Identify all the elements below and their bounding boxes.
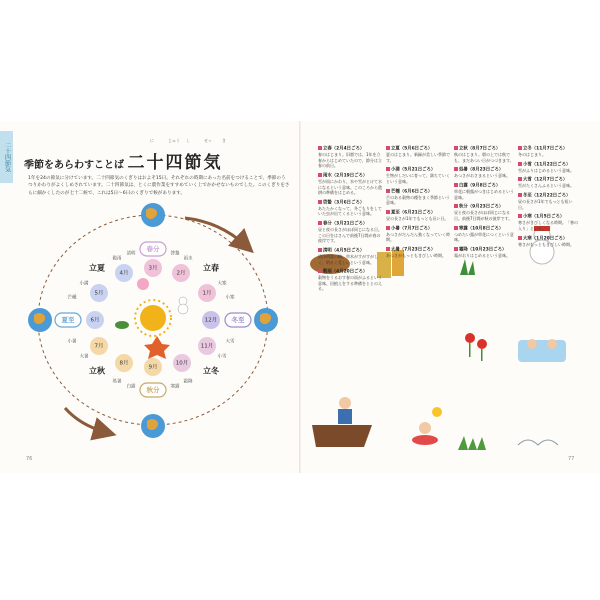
term-title: 霜降（10月23日ごろ） [459, 247, 507, 253]
term-title: 小暑（7月7日ごろ） [391, 226, 433, 232]
term-title: 小寒（1月5日ごろ） [523, 214, 565, 220]
term-description: 秋のはじまり。暦の上では秋でも、まだあつい日がつづきます。 [454, 152, 514, 163]
chapter-tab: 二十四節気 [0, 131, 13, 183]
term-bullet-icon [386, 247, 390, 251]
term-description: あつさがもっともきびしい時期。 [386, 252, 446, 258]
term-bullet-icon [518, 162, 522, 166]
term-description: 冬のはじまり。 [518, 152, 546, 158]
solar-term-label: 寒露 [170, 384, 180, 390]
term-title: 大暑（7月23日ごろ） [391, 247, 436, 253]
solar-term-label: 小寒 [225, 295, 235, 301]
term-description: 雪が雨にかわり、氷や雪がとけて水になるという意味。このころから農耕の準備をはじめる。 [318, 178, 382, 196]
term-bullet-icon [318, 173, 322, 177]
solar-term-label: 清明 [126, 251, 136, 257]
intro-text: 1年を24の節気に分けています。二十四節気のくぎりはおよそ15日。それぞれの時期にあった名前をつけることで、季節のうつりかわりがよくしめされています。二十四節気は、とくに農作業をすすめていく上でかかせないものでした。このくぎりをさらに細かくしたのが七十二候で、これは5日〜6日のくぎりで候があります。 [28, 176, 290, 196]
bath-illustration [518, 339, 566, 362]
season-start-label: 立冬 [203, 366, 219, 376]
term-description: 雪がたくさんふるという意味。 [518, 183, 574, 189]
month-label: 1月 [202, 290, 212, 297]
term-title: 秋分（9月23日ごろ） [459, 204, 504, 210]
terms-column-autumn [454, 146, 516, 263]
term-bullet-icon [386, 167, 390, 171]
month-label: 4月 [119, 270, 129, 277]
solar-term-label: 大雪 [225, 339, 235, 345]
term-title: 小満（5月21日ごろ） [391, 167, 436, 173]
page-number-right: 77 [568, 456, 575, 462]
term-bullet-icon [454, 247, 458, 251]
term-title: 寒露（10月8日ごろ） [459, 226, 504, 232]
farmer-illustration [312, 397, 372, 447]
solar-term-label: 大暑 [79, 354, 89, 360]
term-bullet-icon [386, 189, 390, 193]
term-description: 清浄明潔の略。草木がすがすがしく、明るく美しいという意味。 [318, 254, 378, 265]
term-description: あつさがおさまるという意味。 [454, 173, 510, 179]
month-label: 2月 [176, 270, 186, 277]
globe-icon [141, 203, 165, 227]
solar-term-label: 大寒 [217, 281, 227, 287]
term-description: 夏のはじまり。新緑が美しい季節です。 [386, 152, 450, 163]
term-bullet-icon [318, 221, 322, 225]
title-prefix: 季節をあらわすことば [24, 160, 124, 171]
term-bullet-icon [318, 146, 322, 150]
term-bullet-icon [318, 248, 322, 252]
term-title: 夏至（6月21日ごろ） [391, 210, 436, 216]
snow-illustration [518, 440, 558, 445]
pivot-label: 冬至 [231, 316, 245, 324]
solar-term-label: 小雪 [217, 354, 227, 360]
pivot-label: 夏至 [61, 316, 75, 324]
term-title: 立春（2月4日ごろ） [323, 146, 365, 152]
term-title: 小雪（11月22日ごろ） [523, 162, 571, 168]
leaf-icon [115, 321, 129, 329]
month-label: 8月 [119, 360, 129, 367]
solar-term-label: 小満 [79, 281, 89, 287]
solar-term-label: 霜降 [183, 379, 193, 385]
sun-icon [135, 300, 171, 336]
term-bullet-icon [518, 177, 522, 181]
solar-term-label: 白露 [126, 384, 136, 390]
term-description: 春のはじまり。旧暦では、1年を立春からはじめていたので、節分は立春の前日。 [318, 152, 382, 169]
term-description: 霜がおりはじめるという意味。 [454, 252, 510, 258]
term-title: 芒種（6月6日ごろ） [391, 189, 433, 195]
terms-column-summer [386, 146, 452, 263]
term-bullet-icon [386, 210, 390, 214]
title-ruby: せっ [204, 138, 212, 143]
season-start-label: 立秋 [89, 366, 105, 376]
term-title: 白露（9月8日ごろ） [459, 183, 501, 189]
term-bullet-icon [318, 269, 322, 273]
term-title: 清明（4月5日ごろ） [323, 248, 365, 254]
month-label: 5月 [94, 290, 104, 297]
term-description: 芒のある穀物の種をまく季節という意味。 [386, 194, 450, 206]
month-label: 12月 [204, 317, 218, 324]
globe-icon [254, 308, 278, 332]
arrow-bottom [65, 408, 105, 432]
globe-icon [141, 414, 165, 438]
month-label: 11月 [200, 343, 214, 350]
title-ruby: し [186, 138, 190, 143]
globe-icon [28, 308, 52, 332]
title-main: 二十四節気 [127, 153, 223, 173]
term-title: 大雪（12月7日ごろ） [523, 177, 568, 183]
term-description: あつさがだんだん強くなっていく時期。 [386, 231, 450, 243]
term-bullet-icon [386, 226, 390, 230]
term-description: あたたかくなって、冬ごもりをしていた虫が出てくるという意味。 [318, 205, 382, 217]
solar-term-label: 処暑 [112, 379, 122, 385]
term-title: 穀雨（4月20日ごろ） [323, 269, 368, 275]
season-start-label: 立夏 [89, 263, 105, 273]
title-ruby: じゅう [168, 138, 180, 143]
term-description: つめたい露が草花につくという意味。 [454, 231, 514, 243]
title-ruby: に [150, 138, 154, 143]
terms-column-spring [318, 146, 384, 296]
term-bullet-icon [454, 204, 458, 208]
term-title: 春分（3月21日ごろ） [323, 221, 368, 227]
term-title: 処暑（8月23日ごろ） [459, 167, 504, 173]
pivot-label: 春分 [146, 245, 160, 253]
term-bullet-icon [518, 214, 522, 218]
pivot-label: 秋分 [146, 386, 160, 394]
terms-column-winter [518, 146, 580, 251]
solar-term-label: 雨水 [183, 256, 193, 262]
term-description: 穀物をうるおす春の雨がふるという意味。田植えをする準備をととのえる。 [318, 275, 382, 292]
title-ruby: き [222, 138, 226, 143]
term-description: 昼と夜の長さがほぼ同じになる日。前後7日間が秋の彼岸です。 [454, 210, 513, 221]
term-title: 立冬（11月7日ごろ） [523, 146, 568, 152]
term-bullet-icon [518, 146, 522, 150]
season-start-label: 立春 [203, 263, 219, 273]
snowman-icon [178, 297, 188, 314]
solar-term-label: 小暑 [67, 339, 77, 345]
term-bullet-icon [454, 183, 458, 187]
term-title: 立夏（5月6日ごろ） [391, 146, 433, 152]
term-description: 草花に朝露がつきはじめるという意味。 [454, 189, 514, 200]
month-label: 9月 [148, 364, 158, 371]
term-description: 昼と夜の長さがほぼ同じになる日。この日をはさんで前後7日間が春の彼岸です。 [318, 227, 382, 244]
term-title: 雨水（2月19日ごろ） [323, 173, 368, 179]
month-label: 10月 [175, 360, 189, 367]
maple-leaf-icon [144, 336, 170, 359]
grass-illustration [458, 436, 486, 450]
term-description: 寒さがもっともきびしい時期。 [518, 241, 574, 247]
term-title: 立秋（8月7日ごろ） [459, 146, 501, 152]
term-bullet-icon [518, 236, 522, 240]
month-label: 3月 [148, 265, 158, 272]
page-number-left: 76 [26, 456, 33, 462]
term-bullet-icon [518, 193, 522, 197]
spider-lily-illustration [465, 333, 487, 361]
term-bullet-icon [454, 167, 458, 171]
term-title: 大寒（1月20日ごろ） [523, 236, 568, 242]
solar-term-label: 芒種 [67, 295, 77, 301]
solar-term-label: 啓蟄 [170, 251, 180, 257]
term-title: 冬至（12月22日ごろ） [523, 193, 571, 199]
cherry-blossom-icon [137, 278, 149, 290]
term-description: 昼の長さが1年でもっとも長い日。 [386, 215, 449, 221]
month-label: 6月 [90, 317, 100, 324]
solar-term-label: 穀雨 [112, 256, 122, 262]
term-description: 寒さがきびしくなる時期。「寒の入り」という。 [518, 220, 578, 232]
term-bullet-icon [318, 200, 322, 204]
term-description: 生物がしだいに育って、満ちていくという意味。 [386, 173, 450, 184]
term-description: 昼の長さが1年でもっとも短い日。 [518, 199, 573, 210]
term-description: 雪がふりはじめるという意味。 [518, 167, 574, 173]
term-bullet-icon [386, 146, 390, 150]
month-label: 7月 [94, 343, 104, 350]
swimmer-illustration [412, 407, 442, 445]
term-bullet-icon [454, 146, 458, 150]
term-title: 啓蟄（3月6日ごろ） [323, 200, 365, 206]
term-bullet-icon [454, 226, 458, 230]
